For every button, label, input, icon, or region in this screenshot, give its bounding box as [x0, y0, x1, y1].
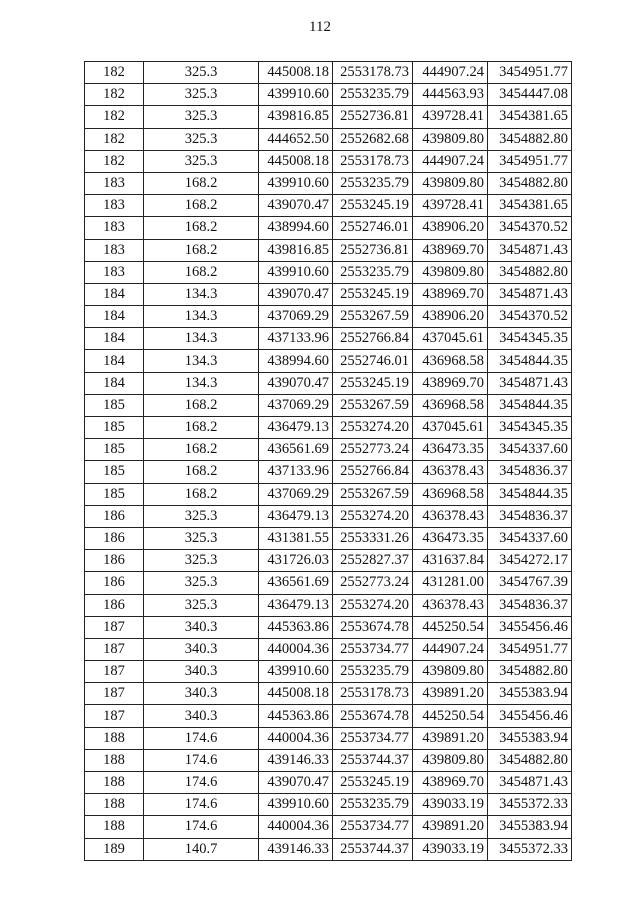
table-row: [85, 772, 572, 794]
row-id-cell: 184: [85, 372, 144, 394]
y1-cell: 2553734.77: [333, 816, 413, 838]
x1-cell: 439146.33: [259, 749, 333, 771]
y2-cell: 3454882.80: [488, 261, 572, 283]
row-id-cell: 182: [85, 150, 144, 172]
table-row: [85, 62, 572, 84]
y2-cell: 3455372.33: [488, 794, 572, 816]
row-id-cell: 184: [85, 283, 144, 305]
y1-cell: 2553235.79: [333, 661, 413, 683]
value-cell: 340.3: [144, 683, 259, 705]
x2-cell: 439728.41: [413, 106, 488, 128]
y2-cell: 3455372.33: [488, 838, 572, 860]
y1-cell: 2553235.79: [333, 261, 413, 283]
value-cell: 140.7: [144, 838, 259, 860]
x2-cell: 438969.70: [413, 283, 488, 305]
value-cell: 134.3: [144, 372, 259, 394]
row-id-cell: 188: [85, 816, 144, 838]
value-cell: 325.3: [144, 550, 259, 572]
table-row: [85, 261, 572, 283]
x1-cell: 437069.29: [259, 306, 333, 328]
x2-cell: 439809.80: [413, 261, 488, 283]
x2-cell: 439033.19: [413, 794, 488, 816]
value-cell: 325.3: [144, 594, 259, 616]
value-cell: 340.3: [144, 616, 259, 638]
x1-cell: 445008.18: [259, 683, 333, 705]
x1-cell: 436561.69: [259, 572, 333, 594]
value-cell: 134.3: [144, 283, 259, 305]
row-id-cell: 187: [85, 683, 144, 705]
table-row: [85, 195, 572, 217]
y1-cell: 2553178.73: [333, 683, 413, 705]
value-cell: 325.3: [144, 572, 259, 594]
x2-cell: 437045.61: [413, 328, 488, 350]
x2-cell: 439809.80: [413, 128, 488, 150]
y2-cell: 3454871.43: [488, 372, 572, 394]
y2-cell: 3454844.35: [488, 350, 572, 372]
y2-cell: 3454836.37: [488, 505, 572, 527]
y1-cell: 2553734.77: [333, 638, 413, 660]
y2-cell: 3455383.94: [488, 816, 572, 838]
table-row: [85, 683, 572, 705]
y1-cell: 2553274.20: [333, 594, 413, 616]
table-row: [85, 306, 572, 328]
value-cell: 340.3: [144, 661, 259, 683]
y1-cell: 2553178.73: [333, 150, 413, 172]
y2-cell: 3454871.43: [488, 239, 572, 261]
value-cell: 325.3: [144, 62, 259, 84]
table-row: [85, 727, 572, 749]
y1-cell: 2552766.84: [333, 328, 413, 350]
x1-cell: 437069.29: [259, 483, 333, 505]
row-id-cell: 183: [85, 261, 144, 283]
row-id-cell: 187: [85, 661, 144, 683]
y2-cell: 3454345.35: [488, 328, 572, 350]
coordinates-table: [84, 61, 572, 861]
value-cell: 174.6: [144, 727, 259, 749]
row-id-cell: 187: [85, 616, 144, 638]
row-id-cell: 186: [85, 550, 144, 572]
x1-cell: 439910.60: [259, 84, 333, 106]
value-cell: 174.6: [144, 749, 259, 771]
value-cell: 134.3: [144, 306, 259, 328]
table-row: [85, 394, 572, 416]
y1-cell: 2552827.37: [333, 550, 413, 572]
x2-cell: 445250.54: [413, 705, 488, 727]
x1-cell: 437069.29: [259, 394, 333, 416]
value-cell: 168.2: [144, 394, 259, 416]
y1-cell: 2552736.81: [333, 239, 413, 261]
table-row: [85, 172, 572, 194]
y2-cell: 3455383.94: [488, 727, 572, 749]
y1-cell: 2553744.37: [333, 838, 413, 860]
value-cell: 168.2: [144, 461, 259, 483]
x1-cell: 445363.86: [259, 705, 333, 727]
y1-cell: 2553235.79: [333, 794, 413, 816]
x2-cell: 436968.58: [413, 350, 488, 372]
table-row: [85, 461, 572, 483]
y1-cell: 2553267.59: [333, 306, 413, 328]
x1-cell: 431726.03: [259, 550, 333, 572]
y2-cell: 3454882.80: [488, 749, 572, 771]
y2-cell: 3454951.77: [488, 62, 572, 84]
value-cell: 134.3: [144, 350, 259, 372]
x2-cell: 439728.41: [413, 195, 488, 217]
x1-cell: 436479.13: [259, 505, 333, 527]
x1-cell: 445363.86: [259, 616, 333, 638]
y2-cell: 3454381.65: [488, 106, 572, 128]
row-id-cell: 183: [85, 195, 144, 217]
y2-cell: 3454767.39: [488, 572, 572, 594]
y2-cell: 3454370.52: [488, 217, 572, 239]
y2-cell: 3455456.46: [488, 705, 572, 727]
y1-cell: 2552773.24: [333, 572, 413, 594]
table-row: [85, 527, 572, 549]
value-cell: 168.2: [144, 217, 259, 239]
y1-cell: 2553178.73: [333, 62, 413, 84]
value-cell: 174.6: [144, 816, 259, 838]
y1-cell: 2553245.19: [333, 772, 413, 794]
x2-cell: 444563.93: [413, 84, 488, 106]
y2-cell: 3455383.94: [488, 683, 572, 705]
x2-cell: 436378.43: [413, 594, 488, 616]
page-number: 112: [309, 19, 331, 35]
table-row: [85, 283, 572, 305]
y1-cell: 2553674.78: [333, 616, 413, 638]
value-cell: 325.3: [144, 106, 259, 128]
x1-cell: 436561.69: [259, 439, 333, 461]
row-id-cell: 189: [85, 838, 144, 860]
table-row: [85, 705, 572, 727]
x2-cell: 431281.00: [413, 572, 488, 594]
y2-cell: 3454951.77: [488, 638, 572, 660]
row-id-cell: 183: [85, 217, 144, 239]
row-id-cell: 185: [85, 417, 144, 439]
x2-cell: 436378.43: [413, 505, 488, 527]
row-id-cell: 187: [85, 705, 144, 727]
table-row: [85, 150, 572, 172]
x2-cell: 439891.20: [413, 683, 488, 705]
row-id-cell: 187: [85, 638, 144, 660]
table-body: [85, 62, 572, 861]
x1-cell: 440004.36: [259, 638, 333, 660]
x2-cell: 439891.20: [413, 727, 488, 749]
value-cell: 134.3: [144, 328, 259, 350]
x1-cell: 445008.18: [259, 62, 333, 84]
table-row: [85, 128, 572, 150]
table-row: [85, 838, 572, 860]
y2-cell: 3454844.35: [488, 483, 572, 505]
table-row: [85, 794, 572, 816]
table-row: [85, 616, 572, 638]
row-id-cell: 185: [85, 439, 144, 461]
y2-cell: 3454447.08: [488, 84, 572, 106]
x2-cell: 438969.70: [413, 239, 488, 261]
y1-cell: 2553235.79: [333, 84, 413, 106]
y2-cell: 3454381.65: [488, 195, 572, 217]
x1-cell: 438994.60: [259, 350, 333, 372]
x1-cell: 439070.47: [259, 372, 333, 394]
x1-cell: 439070.47: [259, 772, 333, 794]
table-row: [85, 328, 572, 350]
value-cell: 168.2: [144, 239, 259, 261]
y1-cell: 2553744.37: [333, 749, 413, 771]
y1-cell: 2552746.01: [333, 217, 413, 239]
x2-cell: 438906.20: [413, 306, 488, 328]
row-id-cell: 182: [85, 106, 144, 128]
value-cell: 325.3: [144, 128, 259, 150]
y2-cell: 3454337.60: [488, 439, 572, 461]
row-id-cell: 184: [85, 350, 144, 372]
value-cell: 168.2: [144, 261, 259, 283]
x1-cell: 439816.85: [259, 239, 333, 261]
row-id-cell: 188: [85, 727, 144, 749]
y1-cell: 2553674.78: [333, 705, 413, 727]
x2-cell: 431637.84: [413, 550, 488, 572]
y2-cell: 3454836.37: [488, 461, 572, 483]
y1-cell: 2553235.79: [333, 172, 413, 194]
x2-cell: 439033.19: [413, 838, 488, 860]
y2-cell: 3454882.80: [488, 661, 572, 683]
y1-cell: 2552736.81: [333, 106, 413, 128]
value-cell: 168.2: [144, 172, 259, 194]
y1-cell: 2553274.20: [333, 417, 413, 439]
x2-cell: 444907.24: [413, 62, 488, 84]
row-id-cell: 188: [85, 749, 144, 771]
y2-cell: 3454871.43: [488, 283, 572, 305]
x1-cell: 437133.96: [259, 461, 333, 483]
table-row: [85, 638, 572, 660]
table-row: [85, 816, 572, 838]
table-row: [85, 217, 572, 239]
y2-cell: 3454844.35: [488, 394, 572, 416]
table-row: [85, 106, 572, 128]
table-row: [85, 661, 572, 683]
x1-cell: 439070.47: [259, 195, 333, 217]
x2-cell: 436378.43: [413, 461, 488, 483]
row-id-cell: 185: [85, 461, 144, 483]
value-cell: 168.2: [144, 439, 259, 461]
value-cell: 168.2: [144, 195, 259, 217]
y1-cell: 2553245.19: [333, 195, 413, 217]
x2-cell: 444907.24: [413, 150, 488, 172]
x2-cell: 439809.80: [413, 172, 488, 194]
row-id-cell: 182: [85, 84, 144, 106]
y1-cell: 2553274.20: [333, 505, 413, 527]
x1-cell: 437133.96: [259, 328, 333, 350]
x2-cell: 436473.35: [413, 527, 488, 549]
x2-cell: 439809.80: [413, 749, 488, 771]
value-cell: 340.3: [144, 705, 259, 727]
y2-cell: 3454345.35: [488, 417, 572, 439]
x1-cell: 439910.60: [259, 172, 333, 194]
y2-cell: 3454951.77: [488, 150, 572, 172]
row-id-cell: 184: [85, 306, 144, 328]
y2-cell: 3455456.46: [488, 616, 572, 638]
x2-cell: 439891.20: [413, 816, 488, 838]
row-id-cell: 186: [85, 505, 144, 527]
x1-cell: 439910.60: [259, 661, 333, 683]
x2-cell: 438906.20: [413, 217, 488, 239]
table-row: [85, 372, 572, 394]
x2-cell: 438969.70: [413, 372, 488, 394]
value-cell: 168.2: [144, 417, 259, 439]
y1-cell: 2553245.19: [333, 283, 413, 305]
y1-cell: 2553267.59: [333, 394, 413, 416]
value-cell: 325.3: [144, 84, 259, 106]
x2-cell: 438969.70: [413, 772, 488, 794]
y2-cell: 3454882.80: [488, 172, 572, 194]
x1-cell: 431381.55: [259, 527, 333, 549]
y2-cell: 3454836.37: [488, 594, 572, 616]
row-id-cell: 182: [85, 62, 144, 84]
y2-cell: 3454272.17: [488, 550, 572, 572]
y1-cell: 2552766.84: [333, 461, 413, 483]
table-row: [85, 417, 572, 439]
value-cell: 174.6: [144, 772, 259, 794]
y2-cell: 3454882.80: [488, 128, 572, 150]
x1-cell: 439146.33: [259, 838, 333, 860]
x2-cell: 436968.58: [413, 483, 488, 505]
row-id-cell: 186: [85, 572, 144, 594]
row-id-cell: 185: [85, 483, 144, 505]
x2-cell: 445250.54: [413, 616, 488, 638]
x1-cell: 439910.60: [259, 794, 333, 816]
value-cell: 174.6: [144, 794, 259, 816]
table-row: [85, 84, 572, 106]
table-row: [85, 749, 572, 771]
x1-cell: 439910.60: [259, 261, 333, 283]
table-row: [85, 350, 572, 372]
table-row: [85, 550, 572, 572]
y2-cell: 3454871.43: [488, 772, 572, 794]
row-id-cell: 188: [85, 772, 144, 794]
y1-cell: 2553267.59: [333, 483, 413, 505]
row-id-cell: 188: [85, 794, 144, 816]
y1-cell: 2553245.19: [333, 372, 413, 394]
y1-cell: 2553734.77: [333, 727, 413, 749]
x2-cell: 439809.80: [413, 661, 488, 683]
value-cell: 340.3: [144, 638, 259, 660]
value-cell: 168.2: [144, 483, 259, 505]
row-id-cell: 182: [85, 128, 144, 150]
table-row: [85, 572, 572, 594]
x2-cell: 444907.24: [413, 638, 488, 660]
x1-cell: 439070.47: [259, 283, 333, 305]
x2-cell: 436968.58: [413, 394, 488, 416]
x1-cell: 440004.36: [259, 727, 333, 749]
x1-cell: 445008.18: [259, 150, 333, 172]
x1-cell: 444652.50: [259, 128, 333, 150]
value-cell: 325.3: [144, 150, 259, 172]
x2-cell: 436473.35: [413, 439, 488, 461]
y1-cell: 2552682.68: [333, 128, 413, 150]
row-id-cell: 183: [85, 172, 144, 194]
row-id-cell: 183: [85, 239, 144, 261]
x2-cell: 437045.61: [413, 417, 488, 439]
table-row: [85, 483, 572, 505]
y1-cell: 2552773.24: [333, 439, 413, 461]
x1-cell: 436479.13: [259, 594, 333, 616]
table-row: [85, 505, 572, 527]
row-id-cell: 184: [85, 328, 144, 350]
row-id-cell: 186: [85, 527, 144, 549]
x1-cell: 438994.60: [259, 217, 333, 239]
x1-cell: 439816.85: [259, 106, 333, 128]
table-row: [85, 594, 572, 616]
value-cell: 325.3: [144, 505, 259, 527]
y2-cell: 3454337.60: [488, 527, 572, 549]
y2-cell: 3454370.52: [488, 306, 572, 328]
y1-cell: 2552746.01: [333, 350, 413, 372]
value-cell: 325.3: [144, 527, 259, 549]
x1-cell: 436479.13: [259, 417, 333, 439]
table-row: [85, 239, 572, 261]
row-id-cell: 185: [85, 394, 144, 416]
table-row: [85, 439, 572, 461]
row-id-cell: 186: [85, 594, 144, 616]
y1-cell: 2553331.26: [333, 527, 413, 549]
x1-cell: 440004.36: [259, 816, 333, 838]
